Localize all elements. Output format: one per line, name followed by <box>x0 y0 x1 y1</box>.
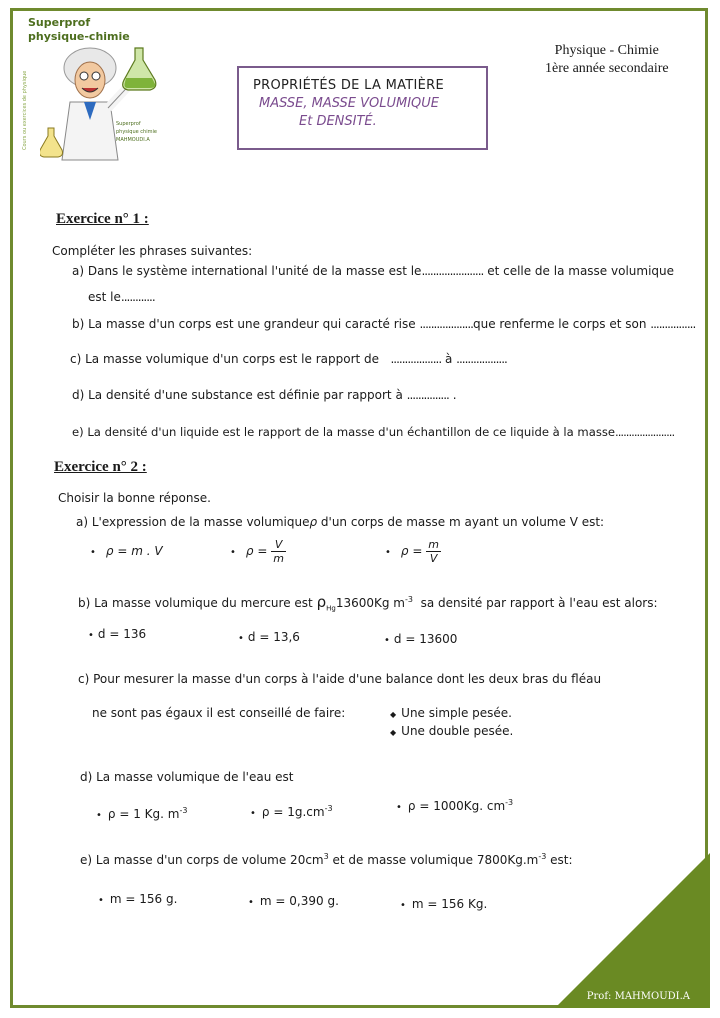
title-line2: MASSE, MASSE VOLUMIQUE <box>259 96 440 111</box>
ex1-e-blank[interactable]: ...................... <box>615 425 675 439</box>
bullet-icon: • <box>230 547 236 558</box>
ex1-c-blank1[interactable]: .................. <box>390 352 442 366</box>
ex2-e-option2-text: m = 0,390 g. <box>259 894 339 908</box>
ex1-d-end: . <box>452 388 457 402</box>
title-line1: PROPRIÉTÉS DE LA MATIÈRE <box>253 78 445 93</box>
ex2-c-option1[interactable] <box>390 706 512 720</box>
ex2-a-text: a) L'expression de la masse volumique <box>76 515 310 529</box>
ex2-d-option3[interactable] <box>396 798 513 813</box>
bullet-icon: • <box>400 900 406 911</box>
ex2-a-question <box>76 515 604 529</box>
bullet-icon: • <box>98 895 104 906</box>
ex2-b-option2-text: d = 13,6 <box>247 630 300 644</box>
ex1-e-line <box>72 425 674 439</box>
ex2-a-option1-text: ρ = m . V <box>105 544 163 558</box>
ex1-b-mid: que renferme le corps et son <box>472 317 647 331</box>
ex2-a-rho: ρ <box>309 515 318 529</box>
diamond-bullet-icon: ◆ <box>390 710 397 719</box>
ex2-a-option2[interactable] <box>230 538 286 565</box>
ex2-b-text: b) La masse volumique du mercure est <box>78 596 313 610</box>
ex2-e-text: e) La masse d'un corps de volume 20cm <box>80 853 324 867</box>
header-info <box>545 42 669 78</box>
ex2-d-option2[interactable] <box>250 804 333 819</box>
ex1-b-line <box>72 317 695 331</box>
bullet-icon: • <box>385 547 391 558</box>
ex2-e-end: est: <box>546 853 573 867</box>
diamond-bullet-icon: ◆ <box>390 728 397 737</box>
ex2-b-value: 13600Kg m <box>335 596 405 610</box>
ex1-e-text: e) La densité d'un liquide est le rapport de la masse d'un échantillon de ce liquide à la masse <box>72 425 616 439</box>
ex2-e-option1[interactable] <box>98 892 177 906</box>
ex1-b-blank1[interactable]: ................... <box>419 317 473 331</box>
ex1-a-blank2[interactable]: ............ <box>120 290 155 304</box>
ex2-b-option1[interactable] <box>88 627 146 641</box>
ex1-c-a: à <box>444 352 453 366</box>
ex2-d-option1[interactable] <box>96 806 187 821</box>
bullet-icon: • <box>250 808 256 819</box>
title-line3: Et DENSITÉ. <box>299 114 377 129</box>
ex2-d-option3-text: ρ = 1000Kg. cm <box>407 799 506 813</box>
brand-vertical-text: Cours ou exercices de physique <box>22 70 28 150</box>
brand-line2: physique-chimie <box>28 30 130 43</box>
ex1-a-blank1[interactable]: ...................... <box>421 264 484 278</box>
bullet-icon: • <box>90 547 96 558</box>
ex1-c-line <box>70 352 507 366</box>
ex1-heading: Exercice n° 1 : <box>56 211 149 227</box>
ex1-instruction: Compléter les phrases suivantes: <box>52 244 253 258</box>
header-subject: Physique - Chimie <box>554 43 659 58</box>
ex2-c-option1-text: Une simple pesée. <box>401 706 512 720</box>
ex2-b-option3-text: d = 13600 <box>393 632 458 646</box>
prof-signature: Prof: MAHMOUDI.A <box>586 991 690 1002</box>
ex2-e-mid: et de masse volumique 7800Kg.m <box>328 853 539 867</box>
bullet-icon: • <box>248 897 254 908</box>
ex2-b-sub: Hg <box>326 604 336 613</box>
bullet-icon: • <box>396 802 402 813</box>
ex1-d-text: d) La densité d'une substance est définie par rapport à <box>72 388 403 402</box>
ex2-e-option3-text: m = 156 Kg. <box>411 897 488 911</box>
ex2-a-option2-fraction <box>271 538 286 565</box>
ex1-a2-text: est le <box>88 290 121 304</box>
brand-small-line1: Superprof <box>116 121 141 127</box>
ex2-e-question <box>80 852 573 867</box>
ex2-e-option3[interactable] <box>400 897 487 911</box>
ex2-b-option3[interactable] <box>384 632 457 646</box>
bullet-icon: • <box>96 810 102 821</box>
ex2-b-question <box>78 593 658 612</box>
bullet-icon: • <box>384 635 390 646</box>
ex1-a-line2 <box>88 290 155 304</box>
ex2-instruction: Choisir la bonne réponse. <box>58 491 211 505</box>
ex2-d-option2-sup: -3 <box>324 804 333 813</box>
ex1-a-text-end: et celle de la masse volumique <box>487 264 675 278</box>
ex2-d-option1-sup: -3 <box>179 806 188 815</box>
corner-triangle <box>555 853 710 1008</box>
ex2-e-sup2: -3 <box>538 852 547 861</box>
ex2-b-option1-text: d = 136 <box>97 627 147 641</box>
ex2-c-option2-text: Une double pesée. <box>401 724 514 738</box>
ex1-b-blank2[interactable]: ................ <box>650 317 696 331</box>
ex2-c-option2[interactable] <box>390 724 513 738</box>
ex2-a-option3[interactable] <box>385 538 441 565</box>
ex2-a-option3-fraction <box>426 538 441 565</box>
ex1-b-text: b) La masse d'un corps est une grandeur qui caracté rise <box>72 317 416 331</box>
bullet-icon: • <box>88 630 94 641</box>
bullet-icon: • <box>238 633 244 644</box>
ex2-e-option1-text: m = 156 g. <box>109 892 178 906</box>
title-box <box>237 66 488 150</box>
fraction-denominator: V <box>429 552 438 565</box>
ex2-a-option3-lhs: ρ = <box>400 544 423 558</box>
ex2-a-option2-lhs: ρ = <box>245 544 268 558</box>
ex1-d-blank[interactable]: ............... <box>406 388 449 402</box>
header-level: 1ère année secondaire <box>545 61 669 76</box>
ex2-a-option1[interactable] <box>90 544 163 558</box>
ex2-c-question-line1: c) Pour mesurer la masse d'un corps à l'aide d'une balance dont les deux bras du fléau <box>78 672 602 686</box>
ex2-b-rho: ρ <box>316 593 327 611</box>
ex2-b-text-end: sa densité par rapport à l'eau est alors: <box>420 596 658 610</box>
ex1-a-text: a) Dans le système international l'unité de la masse est le <box>72 264 422 278</box>
brand-small-line3: MAHMOUDI.A <box>116 137 150 143</box>
ex1-c-text: c) La masse volumique d'un corps est le rapport de <box>70 352 380 366</box>
brand-small-line2: physique chimie <box>116 129 157 135</box>
ex2-b-sup: -3 <box>404 595 413 604</box>
scientist-illustration-icon <box>40 30 170 165</box>
ex2-e-sup1: 3 <box>323 852 329 861</box>
fraction-numerator: m <box>428 538 439 551</box>
ex1-a-line1 <box>72 264 674 278</box>
ex2-e-option2[interactable] <box>248 894 339 908</box>
brand-small-text <box>116 120 157 144</box>
ex2-d-question: d) La masse volumique de l'eau est <box>80 770 294 784</box>
ex1-c-blank2[interactable]: .................. <box>456 352 507 366</box>
ex2-d-option3-sup: -3 <box>505 798 514 807</box>
brand-line1: Superprof <box>28 16 91 29</box>
ex2-heading: Exercice n° 2 : <box>54 459 147 475</box>
ex2-a-text-end: d'un corps de masse m ayant un volume V est: <box>320 515 605 529</box>
ex2-d-option2-text: ρ = 1g.cm <box>261 805 325 819</box>
ex2-b-option2[interactable] <box>238 630 300 644</box>
fraction-denominator: m <box>273 552 284 565</box>
fraction-numerator: V <box>271 538 286 552</box>
ex1-d-line <box>72 388 457 402</box>
ex2-d-option1-text: ρ = 1 Kg. m <box>107 807 180 821</box>
ex2-c-question-line2: ne sont pas égaux il est conseillé de faire: <box>92 706 346 720</box>
